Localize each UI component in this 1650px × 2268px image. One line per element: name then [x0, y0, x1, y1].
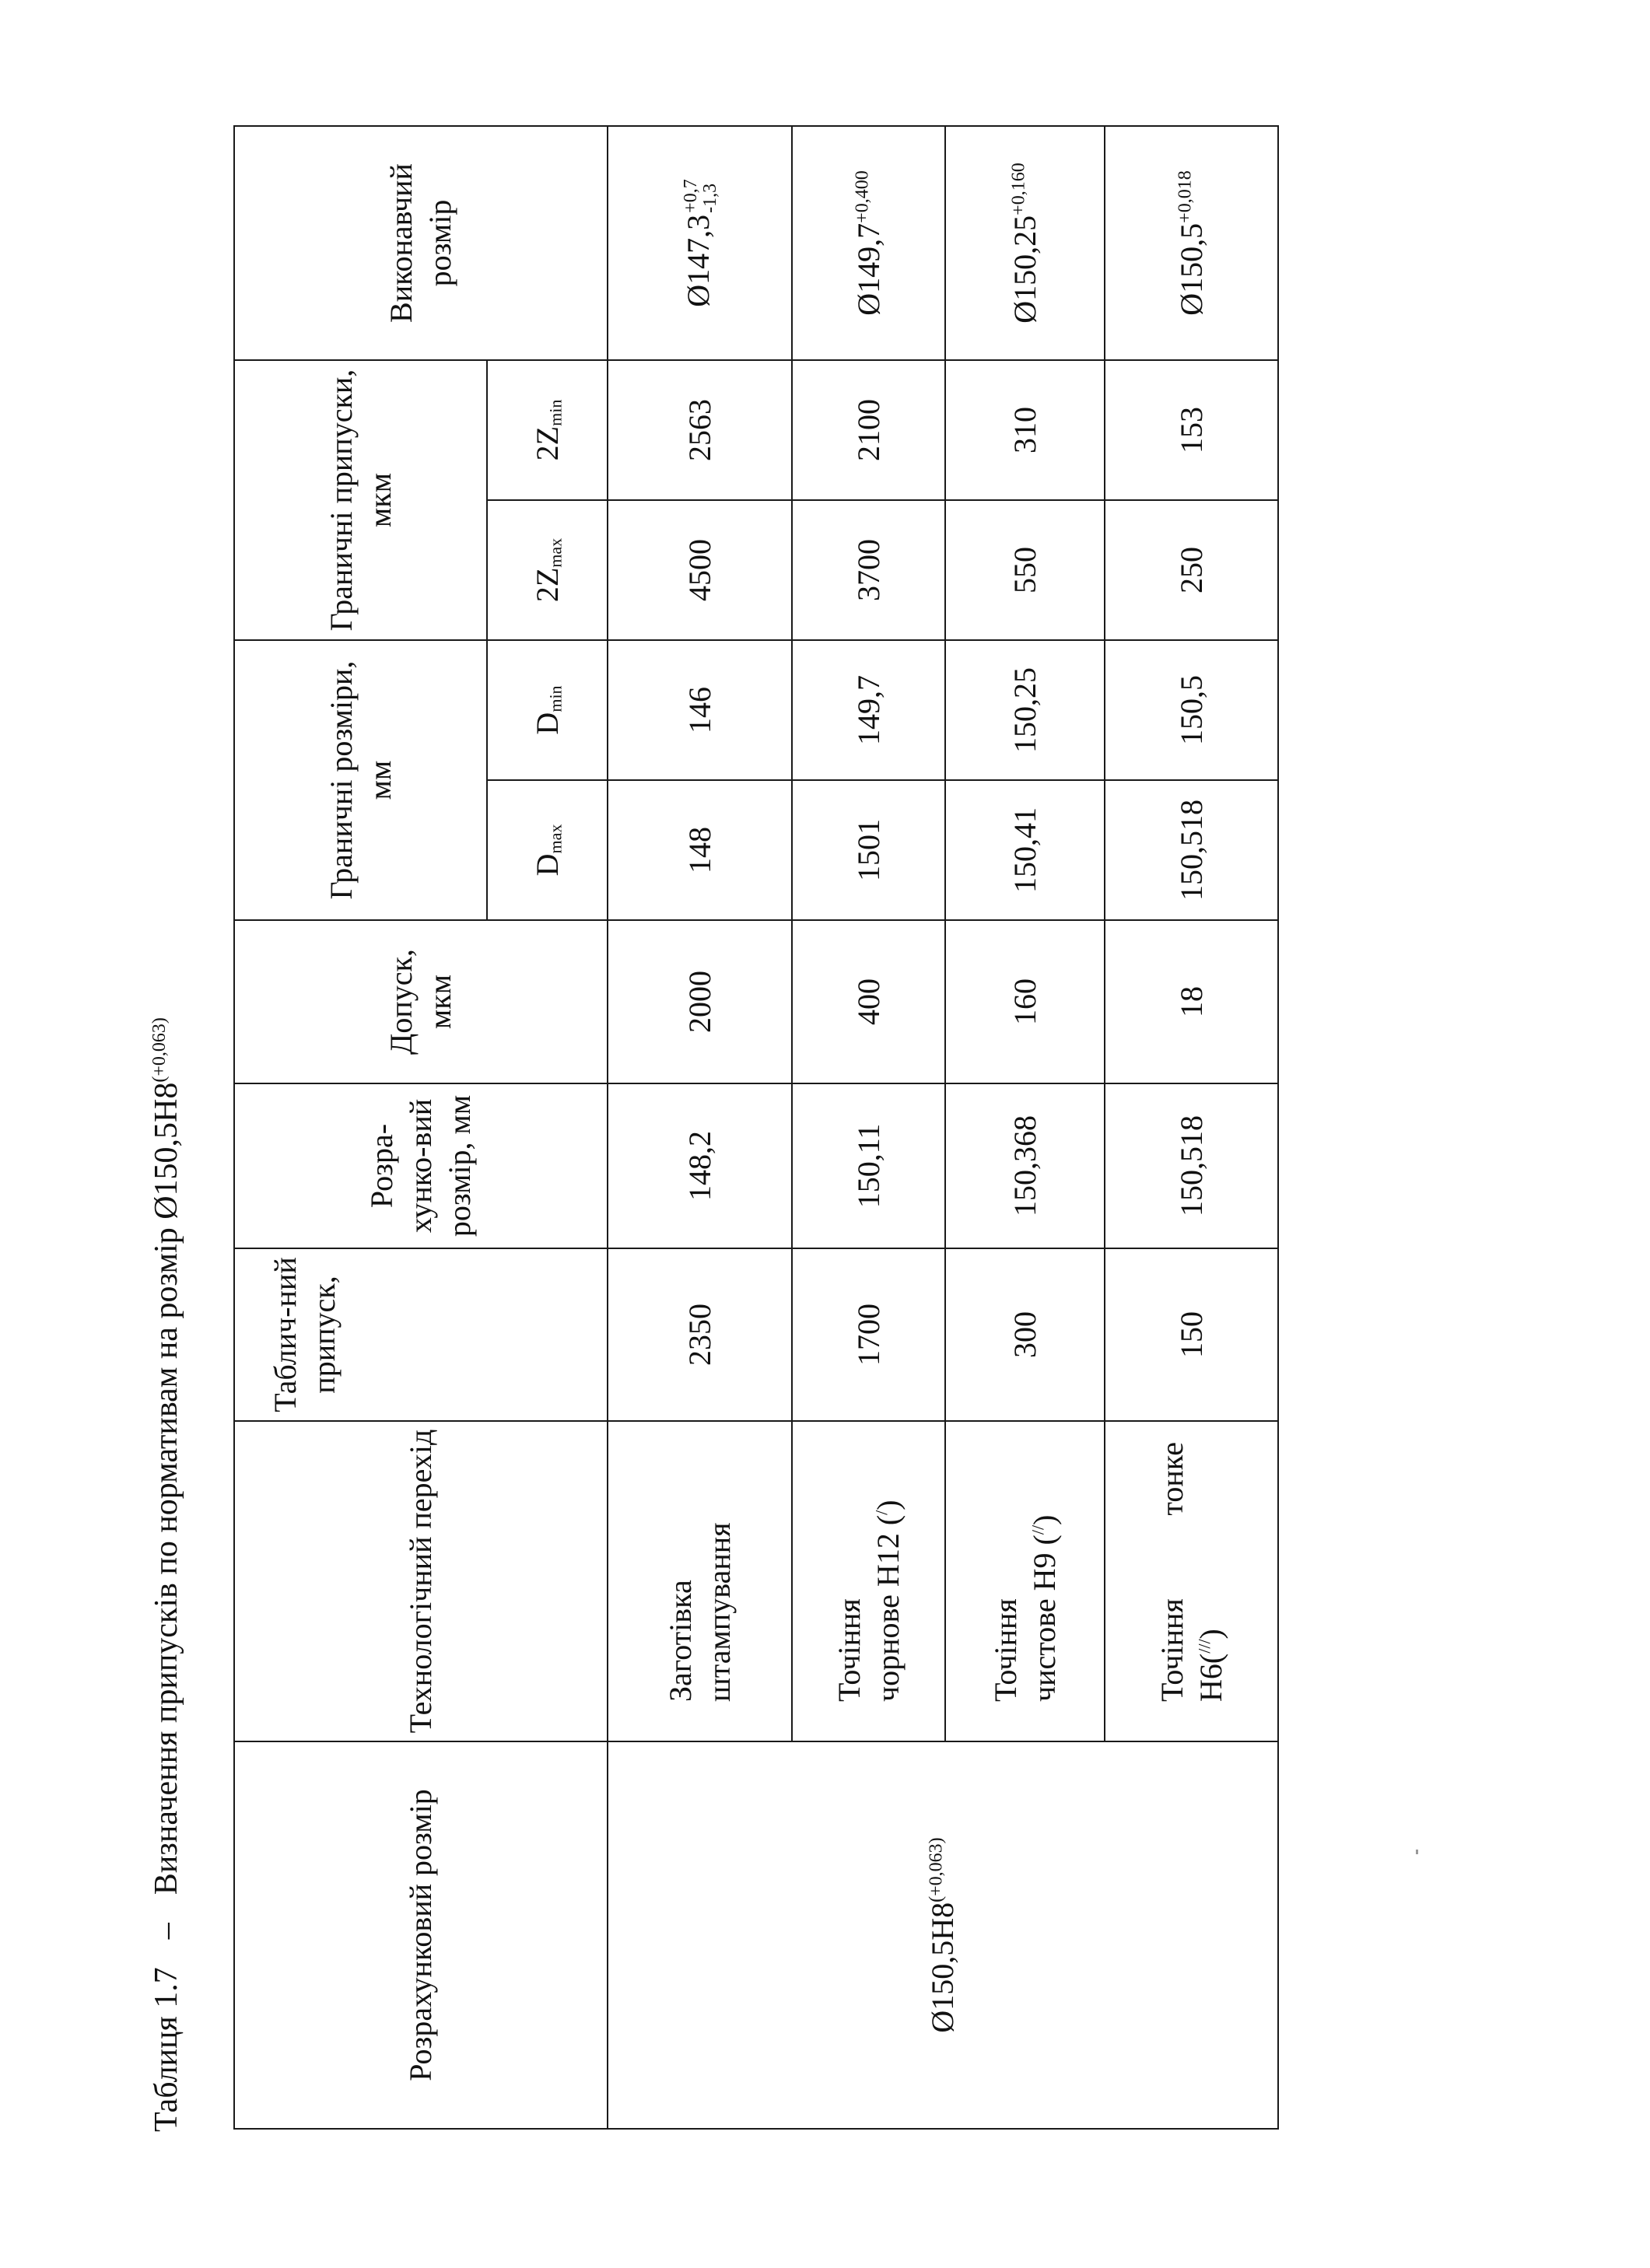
calc-dim: 150,518 — [1105, 1083, 1278, 1248]
allowance-table — [233, 125, 1279, 2130]
dmax: 148 — [608, 780, 792, 920]
exec-size: $Ø150,5^{+0,018}$ — [1105, 126, 1278, 360]
tech-step: Заготівка штампування — [608, 1421, 792, 1741]
header-table-allow: Таблич-ний припуск, — [234, 1248, 608, 1421]
zmin: 153 — [1105, 360, 1278, 500]
tech-step: Точіння чорнове Н12 (/) — [792, 1421, 945, 1741]
zmin: 2100 — [792, 360, 945, 500]
tech-step: Точіння чистове Н9 (//) — [945, 1421, 1105, 1741]
dmin: 150,25 — [945, 640, 1105, 780]
zmin: 2563 — [608, 360, 792, 500]
header-zmax: $2Z_{max}$ — [487, 500, 608, 640]
table-allow: 2350 — [608, 1248, 792, 1421]
scan-speck — [1416, 1850, 1418, 1854]
tech-step: Точіння тонке Н6(///) — [1105, 1421, 1278, 1741]
exec-size: $Ø149,7^{+0,400}$ — [792, 126, 945, 360]
calc-dim: 150,368 — [945, 1083, 1105, 1248]
header-tech-step: Технологічний перехід — [234, 1421, 608, 1741]
table-caption — [148, 1017, 185, 2132]
dmax: 150,518 — [1105, 780, 1278, 920]
header-tolerance: Допуск, мкм — [234, 920, 608, 1083]
tolerance: 18 — [1105, 920, 1278, 1083]
caption-label: Таблиця 1.7 — [149, 1967, 184, 2132]
table-allow: 300 — [945, 1248, 1105, 1421]
caption-text: Визначення припусків по нормативам на розмір Ø150,5Н8 — [149, 1082, 184, 1895]
zmax: 250 — [1105, 500, 1278, 640]
caption-sup: (+0,063) — [149, 1017, 170, 1083]
calc-dim: 150,11 — [792, 1083, 945, 1248]
calc-dim: 148,2 — [608, 1083, 792, 1248]
dmax: 1501 — [792, 780, 945, 920]
dmax: 150,41 — [945, 780, 1105, 920]
table-row — [608, 126, 792, 2129]
merged-calc-size: $Ø150,5Н8^{(+0,063)}$ — [608, 1741, 1278, 2129]
tolerance: 400 — [792, 920, 945, 1083]
caption-dash: – — [149, 1923, 184, 1940]
table-allow: 1700 — [792, 1248, 945, 1421]
dmin: 150,5 — [1105, 640, 1278, 780]
table-allow: 150 — [1105, 1248, 1278, 1421]
tolerance: 160 — [945, 920, 1105, 1083]
dmin: 146 — [608, 640, 792, 780]
dmin: 149,7 — [792, 640, 945, 780]
zmin: 310 — [945, 360, 1105, 500]
zmax: 3700 — [792, 500, 945, 640]
header-dmin: $D_{min}$ — [487, 640, 608, 780]
header-calc-dim: Розра-хунко-вий розмір, мм — [234, 1083, 608, 1248]
header-limit-allow: Граничні припуски, мкм — [234, 360, 487, 640]
header-exec-size: Виконавчий розмір — [234, 126, 608, 360]
tolerance: 2000 — [608, 920, 792, 1083]
header-limit-sizes: Граничні розміри, мм — [234, 640, 487, 920]
header-zmin: $2Z_{min}$ — [487, 360, 608, 500]
zmax: 550 — [945, 500, 1105, 640]
header-row — [234, 126, 487, 2129]
header-dmax: $D_{max}$ — [487, 780, 608, 920]
zmax: 4500 — [608, 500, 792, 640]
header-calc-size: Розрахунковий розмір — [234, 1741, 608, 2129]
exec-size: Ø147,3 +0,7 -1,3 — [608, 126, 792, 360]
exec-size: $Ø150,25^{+0,160}$ — [945, 126, 1105, 360]
